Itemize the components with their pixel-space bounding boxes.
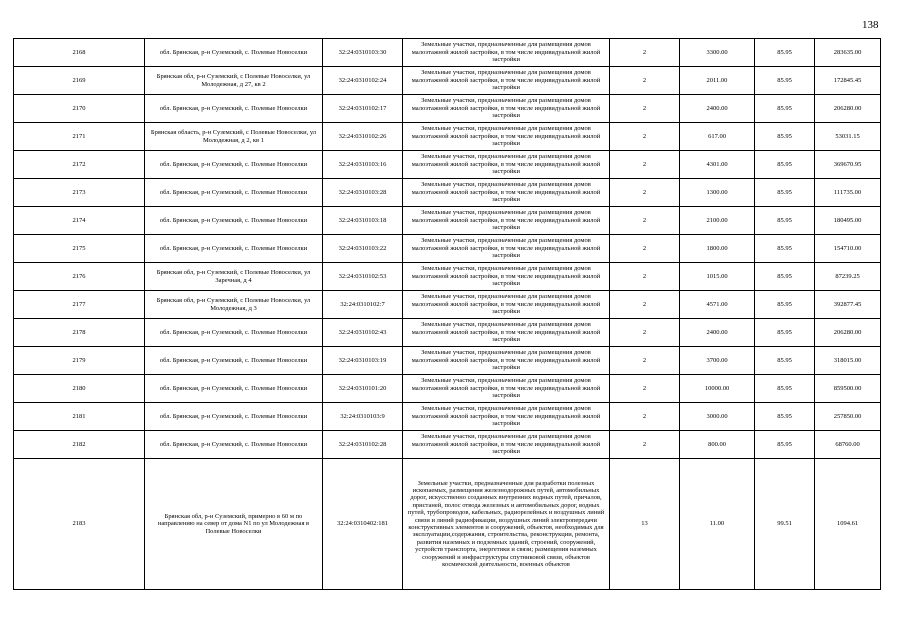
group-number: 2 — [610, 207, 680, 235]
record-number: 2177 — [14, 291, 145, 319]
cadastral-number: 32:24:0310103:19 — [323, 347, 403, 375]
land-purpose: Земельные участки, предназначенные для размещения домов малоэтажной жилой застройки, в том числе индивидуальной жилой застройки — [403, 67, 610, 95]
cadastral-number: 32:24:0310103:22 — [323, 235, 403, 263]
record-number: 2168 — [14, 39, 145, 67]
group-number: 2 — [610, 39, 680, 67]
address-cell: Брянская обл, р-н Суземский, с Полевые Новоселки, ул Молодежная, д 27, кв 2 — [145, 67, 323, 95]
cadastral-value: 283635.00 — [815, 39, 881, 67]
table-row — [14, 179, 881, 207]
land-purpose: Земельные участки, предназначенные для размещения домов малоэтажной жилой застройки, в том числе индивидуальной жилой застройки — [403, 403, 610, 431]
area-value: 11.00 — [680, 459, 755, 590]
table-row — [14, 235, 881, 263]
table-row — [14, 375, 881, 403]
cadastral-value: 318015.00 — [815, 347, 881, 375]
table-row — [14, 67, 881, 95]
table-row — [14, 347, 881, 375]
rate-value: 85.95 — [755, 263, 815, 291]
record-number: 2178 — [14, 319, 145, 347]
land-purpose: Земельные участки, предназначенные для размещения домов малоэтажной жилой застройки, в том числе индивидуальной жилой застройки — [403, 291, 610, 319]
record-number: 2174 — [14, 207, 145, 235]
cadastral-number: 32:24:0310102:53 — [323, 263, 403, 291]
record-number: 2176 — [14, 263, 145, 291]
address-cell: Брянская область, р-н Суземский, с Полевые Новоселки, ул Молодежная, д 2, кв 1 — [145, 123, 323, 151]
land-purpose: Земельные участки, предназначенные для размещения домов малоэтажной жилой застройки, в том числе индивидуальной жилой застройки — [403, 319, 610, 347]
land-purpose: Земельные участки, предназначенные для размещения домов малоэтажной жилой застройки, в том числе индивидуальной жилой застройки — [403, 207, 610, 235]
cadastral-value: 180495.00 — [815, 207, 881, 235]
table-row — [14, 207, 881, 235]
rate-value: 99.51 — [755, 459, 815, 590]
land-purpose: Земельные участки, предназначенные для размещения домов малоэтажной жилой застройки, в том числе индивидуальной жилой застройки — [403, 39, 610, 67]
group-number: 13 — [610, 459, 680, 590]
land-purpose: Земельные участки, предназначенные для размещения домов малоэтажной жилой застройки, в том числе индивидуальной жилой застройки — [403, 95, 610, 123]
cadastral-value: 154710.00 — [815, 235, 881, 263]
area-value: 1800.00 — [680, 235, 755, 263]
address-cell: обл. Брянская, р-н Суземский, с. Полевые Новоселки — [145, 151, 323, 179]
cadastral-number: 32:24:0310103:30 — [323, 39, 403, 67]
land-purpose: Земельные участки, предназначенные для размещения домов малоэтажной жилой застройки, в том числе индивидуальной жилой застройки — [403, 263, 610, 291]
rate-value: 85.95 — [755, 95, 815, 123]
record-number: 2170 — [14, 95, 145, 123]
rate-value: 85.95 — [755, 123, 815, 151]
table-row — [14, 123, 881, 151]
area-value: 10000.00 — [680, 375, 755, 403]
cadastral-number: 32:24:0310102:24 — [323, 67, 403, 95]
address-cell: обл. Брянская, р-н Суземский, с. Полевые Новоселки — [145, 39, 323, 67]
cadastral-value: 369670.95 — [815, 151, 881, 179]
area-value: 2100.00 — [680, 207, 755, 235]
record-number: 2183 — [14, 459, 145, 590]
rate-value: 85.95 — [755, 291, 815, 319]
land-purpose: Земельные участки, предназначенные для размещения домов малоэтажной жилой застройки, в том числе индивидуальной жилой застройки — [403, 431, 610, 459]
record-number: 2181 — [14, 403, 145, 431]
page-number: 138 — [862, 19, 879, 31]
group-number: 2 — [610, 235, 680, 263]
rate-value: 85.95 — [755, 235, 815, 263]
area-value: 800.00 — [680, 431, 755, 459]
cadastral-number: 32:24:0310103:28 — [323, 179, 403, 207]
cadastral-number: 32:24:0310103:18 — [323, 207, 403, 235]
cadastral-number: 32:24:0310103:9 — [323, 403, 403, 431]
land-purpose: Земельные участки, предназначенные для размещения домов малоэтажной жилой застройки, в том числе индивидуальной жилой застройки — [403, 151, 610, 179]
group-number: 2 — [610, 123, 680, 151]
table-row — [14, 459, 881, 590]
table-row — [14, 431, 881, 459]
record-number: 2179 — [14, 347, 145, 375]
cadastral-number: 32:24:0310102:26 — [323, 123, 403, 151]
table-row — [14, 403, 881, 431]
area-value: 1300.00 — [680, 179, 755, 207]
group-number: 2 — [610, 263, 680, 291]
record-number: 2175 — [14, 235, 145, 263]
group-number: 2 — [610, 347, 680, 375]
rate-value: 85.95 — [755, 207, 815, 235]
group-number: 2 — [610, 67, 680, 95]
table-row — [14, 95, 881, 123]
rate-value: 85.95 — [755, 39, 815, 67]
address-cell: обл. Брянская, р-н Суземский, с. Полевые Новоселки — [145, 235, 323, 263]
area-value: 4571.00 — [680, 291, 755, 319]
area-value: 617.00 — [680, 123, 755, 151]
rate-value: 85.95 — [755, 151, 815, 179]
cadastral-value: 68760.00 — [815, 431, 881, 459]
address-cell: Брянская обл, р-н Суземский, примерно в 60 м по направлению на север от дома N1 по ул Молодежная в Полевые Новоселки — [145, 459, 323, 590]
land-purpose: Земельные участки, предназначенные для размещения домов малоэтажной жилой застройки, в том числе индивидуальной жилой застройки — [403, 235, 610, 263]
group-number: 2 — [610, 179, 680, 207]
group-number: 2 — [610, 403, 680, 431]
area-value: 3300.00 — [680, 39, 755, 67]
address-cell: Брянская обл, р-н Суземский, с Полевые Новоселки, ул Заречная, д 4 — [145, 263, 323, 291]
address-cell: обл. Брянская, р-н Суземский, с. Полевые Новоселки — [145, 319, 323, 347]
rate-value: 85.95 — [755, 179, 815, 207]
group-number: 2 — [610, 95, 680, 123]
land-purpose: Земельные участки, предназначенные для размещения домов малоэтажной жилой застройки, в том числе индивидуальной жилой застройки — [403, 347, 610, 375]
area-value: 3000.00 — [680, 403, 755, 431]
cadastral-value: 53031.15 — [815, 123, 881, 151]
group-number: 2 — [610, 291, 680, 319]
group-number: 2 — [610, 431, 680, 459]
cadastral-number: 32:24:0310102:43 — [323, 319, 403, 347]
area-value: 2400.00 — [680, 95, 755, 123]
area-value: 1015.00 — [680, 263, 755, 291]
group-number: 2 — [610, 319, 680, 347]
cadastral-value: 87239.25 — [815, 263, 881, 291]
cadastral-number: 32:24:0310103:16 — [323, 151, 403, 179]
area-value: 3700.00 — [680, 347, 755, 375]
address-cell: обл. Брянская, р-н Суземский, с. Полевые Новоселки — [145, 207, 323, 235]
address-cell: обл. Брянская, р-н Суземский, с. Полевые Новоселки — [145, 95, 323, 123]
cadastral-number: 32:24:0310402:181 — [323, 459, 403, 590]
address-cell: обл. Брянская, р-н Суземский, с. Полевые Новоселки — [145, 179, 323, 207]
rate-value: 85.95 — [755, 375, 815, 403]
cadastral-number: 32:24:0310101:20 — [323, 375, 403, 403]
rate-value: 85.95 — [755, 347, 815, 375]
table-row — [14, 263, 881, 291]
land-purpose: Земельные участки, предназначенные для размещения домов малоэтажной жилой застройки, в том числе индивидуальной жилой застройки — [403, 375, 610, 403]
table-row — [14, 291, 881, 319]
address-cell: Брянская обл, р-н Суземский, с Полевые Новоселки, ул Молодежная, д 3 — [145, 291, 323, 319]
area-value: 2400.00 — [680, 319, 755, 347]
cadastral-value: 257850.00 — [815, 403, 881, 431]
rate-value: 85.95 — [755, 67, 815, 95]
land-purpose: Земельные участки, предназначенные для разработки полезных ископаемых, размещения железнодорожных путей, автомобильных дорог, искусственно созданных внутренних водных путей, причалов, пристаней, полос отвода железных и автомобильных дорог, водных путей, трубопроводов, кабельных, радиорелейных и воздушных линий связи и линий радиофикации, воздушных линий электропередачи конструктивных элементов и сооружений, объектов, необходимых для эксплуатации,содержания, строительства, реконструкции, ремонта, развития наземных и подземных зданий, строений, сооружений, устройств транспорта, энергетики и связи; размещения наземных сооружений и инфраструктуры спутниковой связи, объектов космической деятельности, военных объектов — [403, 459, 610, 590]
cadastral-value: 1094.61 — [815, 459, 881, 590]
record-number: 2171 — [14, 123, 145, 151]
cadastral-value: 392877.45 — [815, 291, 881, 319]
rate-value: 85.95 — [755, 319, 815, 347]
address-cell: обл. Брянская, р-н Суземский, с. Полевые Новоселки — [145, 431, 323, 459]
cadastral-value: 206280.00 — [815, 95, 881, 123]
address-cell: обл. Брянская, р-н Суземский, с. Полевые Новоселки — [145, 347, 323, 375]
area-value: 2011.00 — [680, 67, 755, 95]
cadastral-number: 32:24:0310102:28 — [323, 431, 403, 459]
cadastral-value: 111735.00 — [815, 179, 881, 207]
area-value: 4301.00 — [680, 151, 755, 179]
land-purpose: Земельные участки, предназначенные для размещения домов малоэтажной жилой застройки, в том числе индивидуальной жилой застройки — [403, 123, 610, 151]
table-body — [14, 39, 881, 590]
cadastral-value: 859500.00 — [815, 375, 881, 403]
cadastral-number: 32:24:0310102:7 — [323, 291, 403, 319]
cadastral-value: 206280.00 — [815, 319, 881, 347]
rate-value: 85.95 — [755, 431, 815, 459]
record-number: 2173 — [14, 179, 145, 207]
table-row — [14, 319, 881, 347]
table-row — [14, 39, 881, 67]
table-row — [14, 151, 881, 179]
land-purpose: Земельные участки, предназначенные для размещения домов малоэтажной жилой застройки, в том числе индивидуальной жилой застройки — [403, 179, 610, 207]
land-registry-table — [13, 38, 881, 590]
record-number: 2169 — [14, 67, 145, 95]
rate-value: 85.95 — [755, 403, 815, 431]
cadastral-value: 172845.45 — [815, 67, 881, 95]
address-cell: обл. Брянская, р-н Суземский, с. Полевые Новоселки — [145, 403, 323, 431]
group-number: 2 — [610, 151, 680, 179]
group-number: 2 — [610, 375, 680, 403]
address-cell: обл. Брянская, р-н Суземский, с. Полевые Новоселки — [145, 375, 323, 403]
record-number: 2180 — [14, 375, 145, 403]
cadastral-number: 32:24:0310102:17 — [323, 95, 403, 123]
record-number: 2182 — [14, 431, 145, 459]
record-number: 2172 — [14, 151, 145, 179]
